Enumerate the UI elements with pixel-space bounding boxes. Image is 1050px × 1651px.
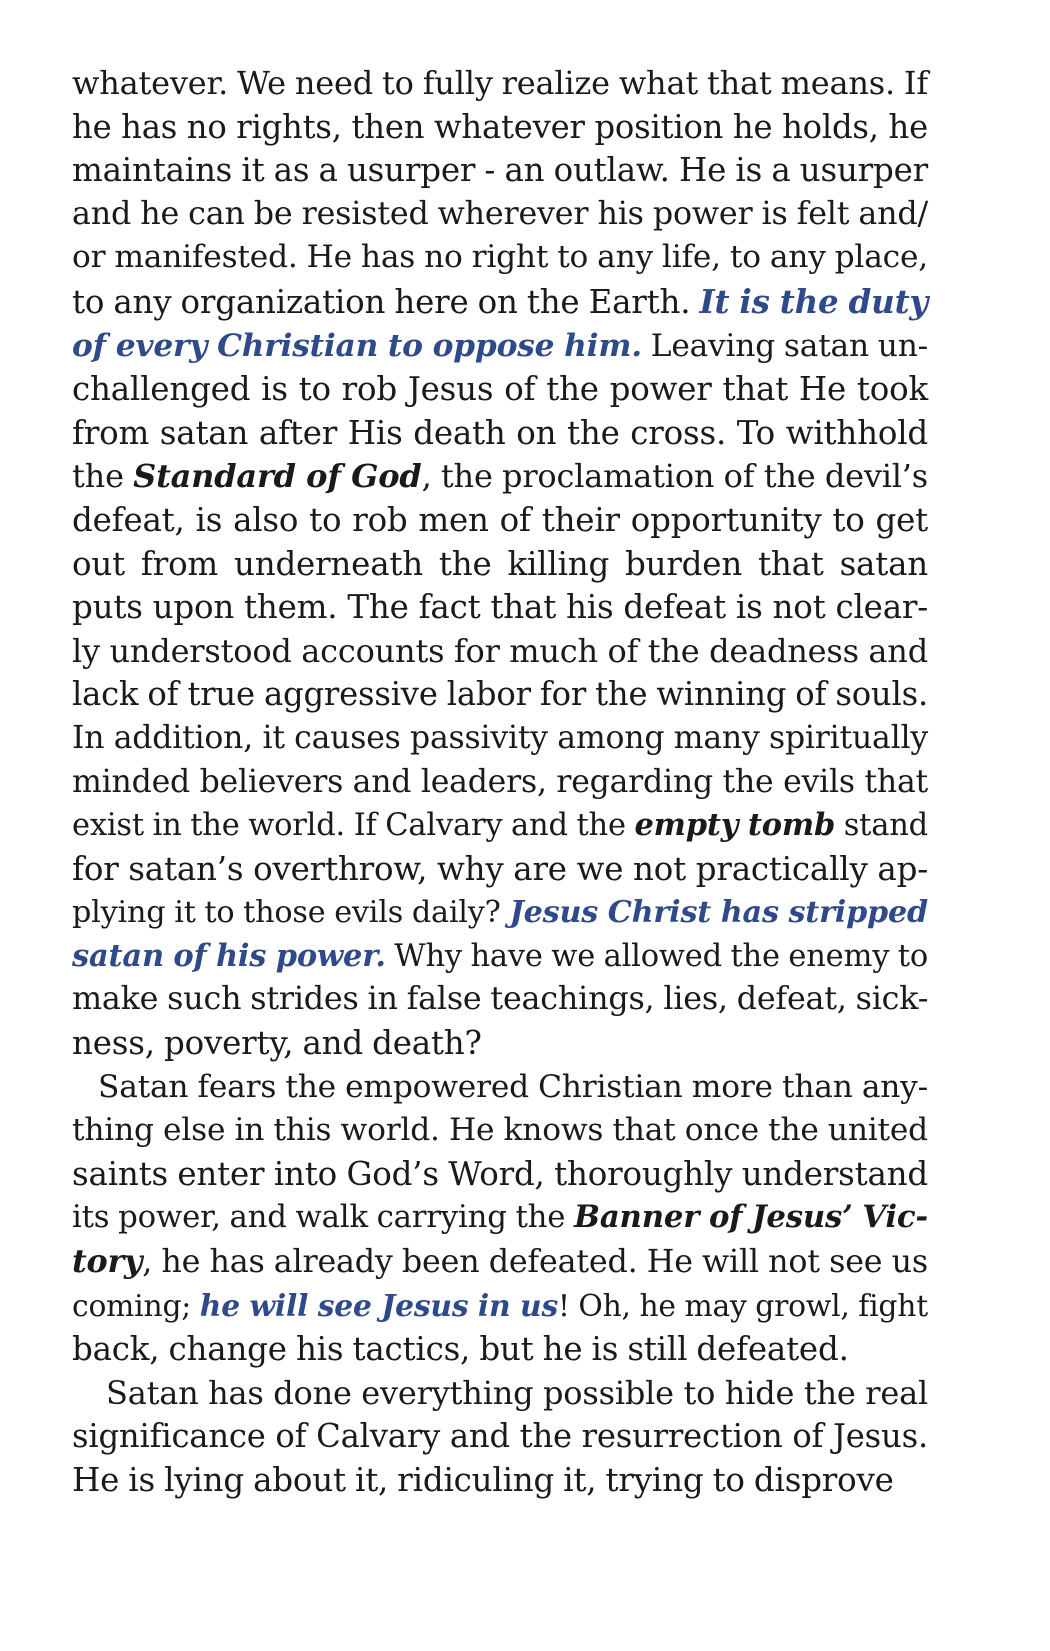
book-page-text xyxy=(72,62,928,1503)
text-run: and he can be resisted wherever his power is felt and/ xyxy=(72,195,928,232)
text-line xyxy=(72,325,928,369)
text-line xyxy=(72,1459,928,1503)
text-run: puts upon them. The fact that his defeat is not clear- xyxy=(72,588,928,627)
text-line xyxy=(72,1372,928,1416)
text-line xyxy=(72,1066,928,1110)
text-run: Satan has done everything possible to hide the real xyxy=(106,1373,928,1412)
text-run: make such strides in false teachings, lies, defeat, sick- xyxy=(72,981,929,1018)
text-line xyxy=(72,1109,928,1153)
text-line xyxy=(72,761,928,805)
text-line xyxy=(72,1196,928,1240)
text-line xyxy=(72,1153,928,1197)
text-line xyxy=(72,1240,928,1285)
text-run: stand xyxy=(835,808,928,844)
text-line xyxy=(72,236,928,280)
highlighted-phrase: It is the duty xyxy=(699,281,929,321)
text-run: its power, and walk carrying the xyxy=(72,1199,575,1236)
text-line xyxy=(72,280,928,325)
text-line xyxy=(72,1022,928,1066)
text-run: In addition, it causes passivity among many spiritually xyxy=(72,719,928,756)
text-line xyxy=(72,1328,928,1372)
text-run: or manifested. He has no right to any life, to any place, xyxy=(72,239,928,276)
text-run: , the proclamation of the devil’s xyxy=(421,457,929,496)
text-run: to any organization here on the Earth. xyxy=(72,282,700,321)
text-run: thing else in this world. He knows that once the united xyxy=(72,1112,928,1149)
text-line xyxy=(72,630,928,674)
text-run: back, change his tactics, but he is still defeated. xyxy=(72,1330,849,1369)
text-run: for satan’s overthrow, why are we not practically ap- xyxy=(72,849,928,888)
text-run: exist in the world. If Calvary and the xyxy=(72,808,635,844)
emphasized-phrase: Banner of Jesus’ Vic- xyxy=(574,1199,928,1236)
text-run: Why have we allowed the enemy to xyxy=(385,938,929,974)
text-line xyxy=(72,1285,928,1329)
text-run: challenged is to rob Jesus of the power that He took xyxy=(72,370,928,409)
text-line xyxy=(72,62,928,106)
text-run: lack of true aggressive labor for the winning of souls. xyxy=(72,675,928,714)
paragraph-3 xyxy=(72,1372,928,1503)
text-run: coming; xyxy=(72,1288,200,1324)
text-run: ! Oh, he may growl, fight xyxy=(558,1288,928,1324)
text-run: saints enter into God’s Word, thoroughly understand xyxy=(72,1154,928,1193)
text-line xyxy=(72,673,928,717)
text-run: , he has already been defeated. He will not see us xyxy=(142,1244,928,1281)
text-run: out from underneath the killing burden that satan xyxy=(72,544,928,583)
text-run: whatever. We need to fully realize what that means. If xyxy=(72,64,928,102)
text-run: ness, poverty, and death? xyxy=(72,1024,482,1063)
text-line xyxy=(72,368,928,412)
text-line xyxy=(72,455,928,499)
text-run: ly understood accounts for much of the deadness and xyxy=(72,631,928,670)
text-line xyxy=(72,717,928,761)
text-line xyxy=(72,543,928,587)
emphasized-phrase: empty tomb xyxy=(634,807,836,844)
text-line xyxy=(72,412,928,456)
text-line xyxy=(72,935,928,979)
emphasized-phrase: tory xyxy=(72,1243,143,1281)
text-run: from satan after His death on the cross. To withhold xyxy=(72,413,928,452)
text-run: the xyxy=(72,457,134,496)
text-line xyxy=(72,978,928,1022)
highlighted-phrase: he will see Jesus in us xyxy=(199,1288,558,1324)
text-run: defeat, is also to rob men of their opportunity to get xyxy=(72,500,928,539)
text-line xyxy=(72,1415,928,1459)
text-run: maintains it as a usurper - an outlaw. He is a usurper xyxy=(72,151,928,190)
text-line xyxy=(72,106,928,150)
text-run: he has no rights, then whatever position he holds, he xyxy=(72,107,928,146)
paragraph-2 xyxy=(72,1066,928,1372)
emphasized-phrase: Standard of God xyxy=(133,457,422,496)
highlighted-phrase: of every Christian to oppose him. xyxy=(72,327,642,364)
highlighted-phrase: Jesus Christ has stripped xyxy=(509,895,928,931)
text-line xyxy=(72,804,928,848)
text-run: Leaving satan un- xyxy=(641,327,929,364)
highlighted-phrase: satan of his power. xyxy=(72,937,386,974)
text-line xyxy=(72,499,928,543)
text-line xyxy=(72,891,928,935)
text-line xyxy=(72,586,928,630)
paragraph-1 xyxy=(72,62,928,1066)
text-line xyxy=(72,149,928,193)
text-run: minded believers and leaders, regarding the evils that xyxy=(72,763,928,800)
text-run: significance of Calvary and the resurrection of Jesus. xyxy=(72,1417,928,1456)
text-run: He is lying about it, ridiculing it, trying to disprove xyxy=(72,1461,894,1499)
text-run: plying it to those evils daily? xyxy=(72,895,510,931)
text-run: Satan fears the empowered Christian more than any- xyxy=(98,1068,928,1105)
text-line xyxy=(72,848,928,892)
text-line xyxy=(72,193,928,237)
